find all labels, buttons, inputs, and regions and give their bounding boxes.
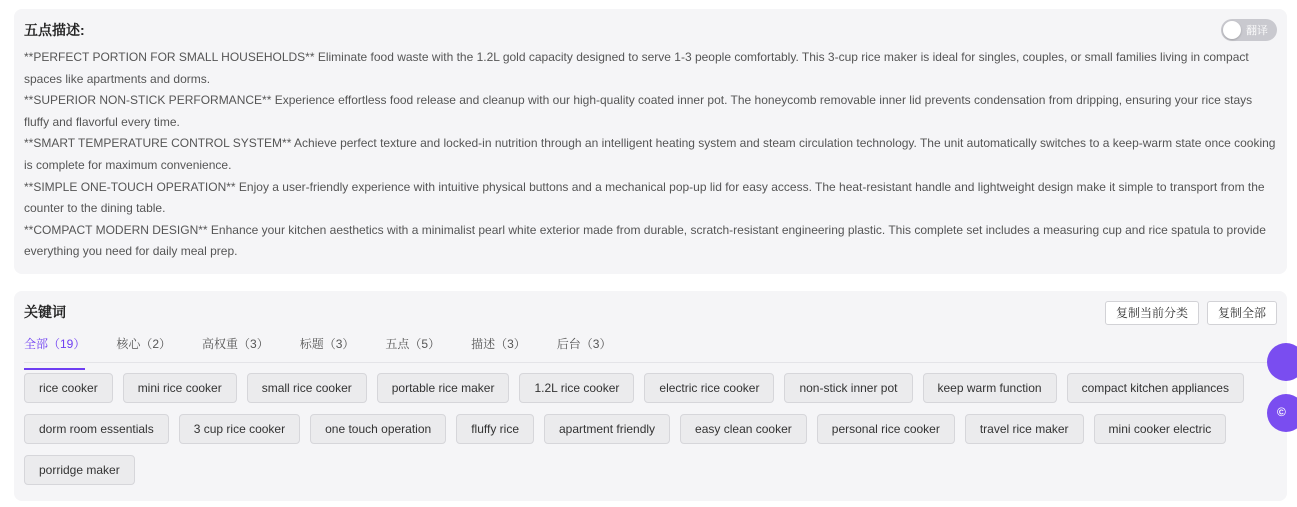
keyword-chip[interactable]: mini rice cooker [123, 373, 237, 403]
keyword-chip[interactable]: easy clean cooker [680, 414, 807, 444]
keywords-header [24, 303, 1277, 323]
keyword-chip[interactable]: electric rice cooker [644, 373, 774, 403]
bullet-item: **COMPACT MODERN DESIGN** Enhance your kitchen aesthetics with a minimalist pearl white exterior made from durable, scratch-resistant engineering plastic. This complete set includes a measuring cup and rice spatula to provide everything you need for daily meal prep. [24, 222, 1266, 259]
tab-all[interactable]: 全部（19） [24, 334, 85, 362]
keyword-chip[interactable]: dorm room essentials [24, 414, 169, 444]
copy-all-button[interactable]: 复制全部 [1207, 301, 1277, 325]
tab-core[interactable]: 核心（2） [116, 337, 172, 351]
keyword-chip[interactable]: travel rice maker [965, 414, 1084, 444]
keyword-chip[interactable]: porridge maker [24, 455, 135, 485]
chat-icon[interactable] [1267, 343, 1297, 381]
keyword-chip[interactable]: compact kitchen appliances [1067, 373, 1244, 403]
bullet-list [24, 47, 1277, 263]
translate-label: 翻译 [1246, 25, 1268, 37]
keyword-chip[interactable]: apartment friendly [544, 414, 670, 444]
keyword-chip[interactable]: rice cooker [24, 373, 113, 403]
keywords-title: 关键词 [24, 304, 66, 320]
bullet-item: **SMART TEMPERATURE CONTROL SYSTEM** Achieve perfect texture and locked-in nutrition through an intelligent heating system and steam circulation technology. The unit automatically switches to a keep-warm state once cooking is complete for maximum convenience. [24, 136, 1276, 172]
keyword-chip[interactable]: fluffy rice [456, 414, 534, 444]
translate-toggle[interactable] [1221, 19, 1277, 41]
keywords-actions [1105, 301, 1277, 325]
keyword-tabs [24, 334, 1277, 363]
tab-backend[interactable]: 后台（3） [556, 337, 612, 351]
tab-title[interactable]: 标题（3） [299, 337, 355, 351]
keyword-chip[interactable]: 1.2L rice cooker [519, 373, 634, 403]
keyword-chip[interactable]: portable rice maker [377, 373, 510, 403]
bullet-points-panel [14, 9, 1287, 274]
keyword-chips [24, 373, 1277, 485]
keyword-chip[interactable]: personal rice cooker [817, 414, 955, 444]
tab-high-weight[interactable]: 高权重（3） [202, 337, 269, 351]
keyword-chip[interactable]: small rice cooker [247, 373, 367, 403]
tab-description[interactable]: 描述（3） [471, 337, 526, 351]
bullet-points-title: 五点描述: [24, 22, 85, 38]
keyword-chip[interactable]: one touch operation [310, 414, 446, 444]
tab-bullets[interactable]: 五点（5） [385, 337, 441, 351]
keyword-chip[interactable]: keep warm function [923, 373, 1057, 403]
keywords-panel [14, 291, 1287, 501]
copy-current-category-button[interactable]: 复制当前分类 [1105, 301, 1199, 325]
bullet-item: **SUPERIOR NON-STICK PERFORMANCE** Experience effortless food release and cleanup with our high-quality coated inner pot. The honeycomb removable inner lid prevents condensation from dripping, ensuring your rice stays fluffy and flavorful every time. [24, 93, 1253, 129]
keyword-chip[interactable]: 3 cup rice cooker [179, 414, 300, 444]
toggle-knob [1223, 21, 1241, 39]
bullet-item: **PERFECT PORTION FOR SMALL HOUSEHOLDS** Eliminate food waste with the 1.2L gold capacity designed to serve 1-3 people comfortably. This 3-cup rice maker is ideal for singles, couples, or small families living in compact spaces like apartments and dorms. [24, 50, 1249, 86]
bullet-item: **SIMPLE ONE-TOUCH OPERATION** Enjoy a user-friendly experience with intuitive physical buttons and a mechanical pop-up lid for easy access. The heat-resistant handle and lightweight design make it simple to transport from the counter to the dining table. [24, 179, 1265, 216]
help-icon[interactable]: © [1267, 394, 1297, 432]
keyword-chip[interactable]: non-stick inner pot [784, 373, 912, 403]
keyword-chip[interactable]: mini cooker electric [1094, 414, 1227, 444]
